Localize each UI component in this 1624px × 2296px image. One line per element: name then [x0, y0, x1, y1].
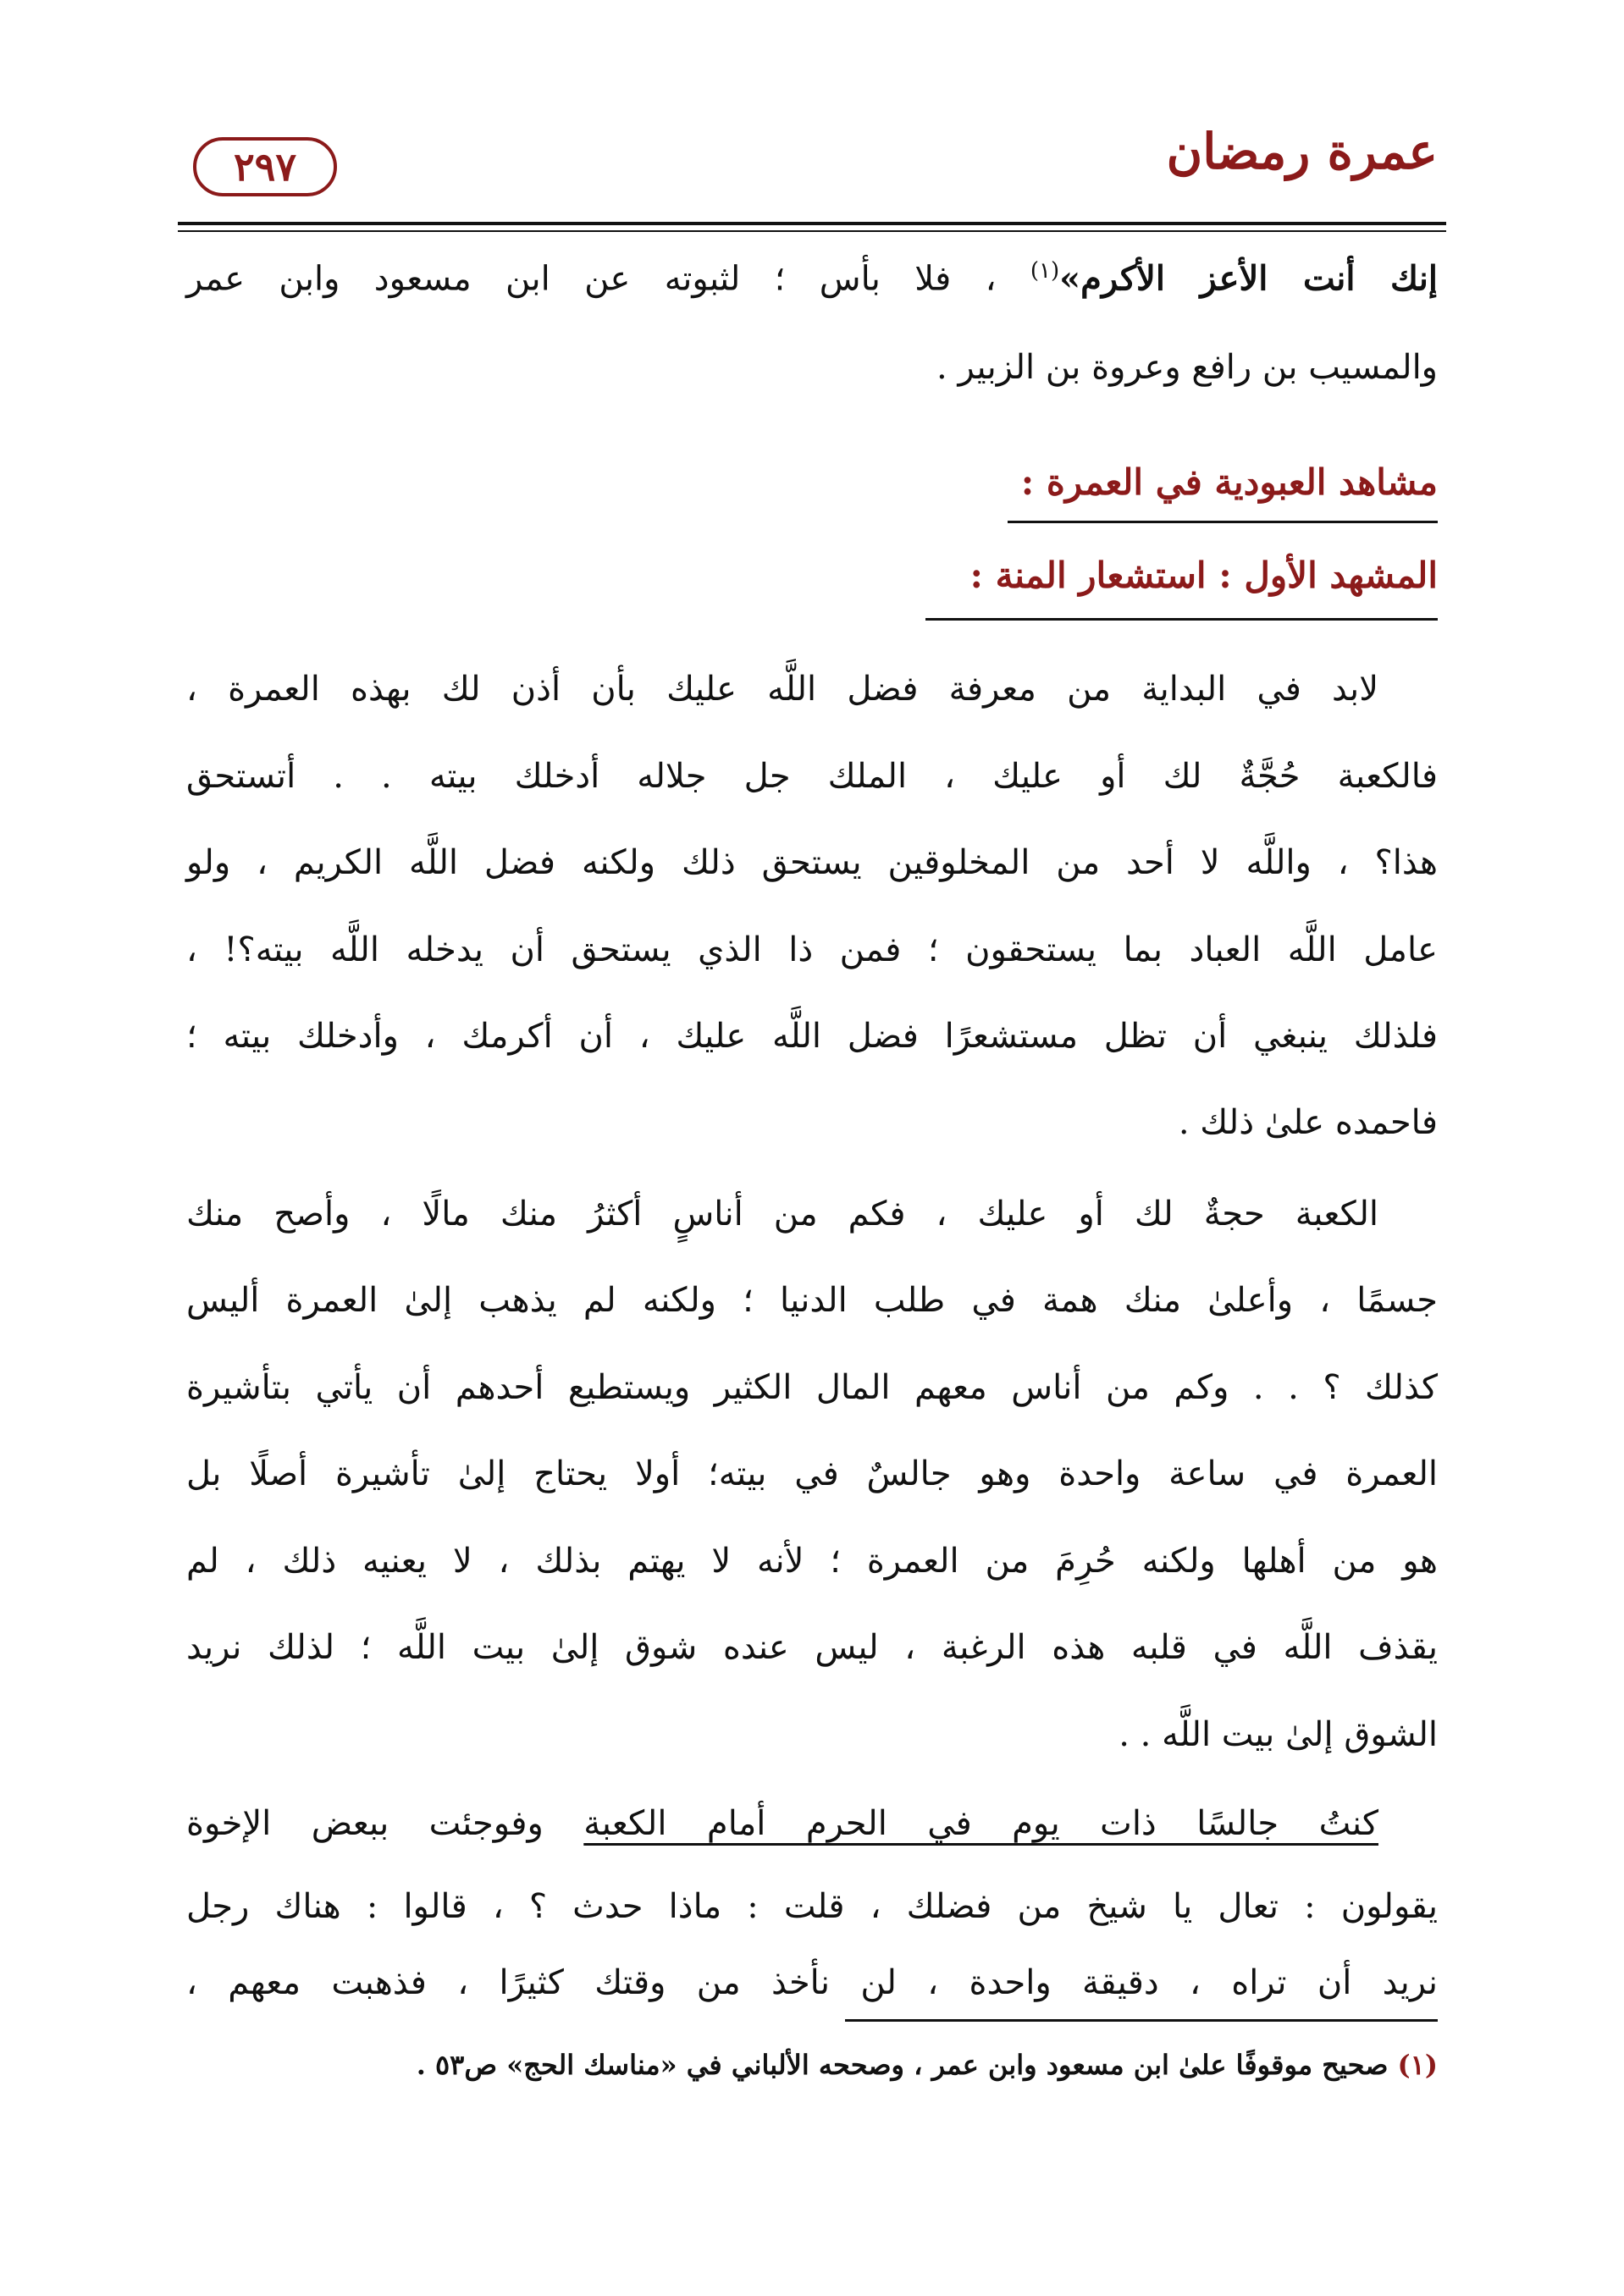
paragraph-1-line-2: والمسيب بن رافع وعروة بن الزبير . [936, 348, 1438, 387]
footnote-separator [845, 2019, 1438, 2022]
footnote-text: صحيح موقوفًا علىٰ ابن مسعود وابن عمر ، وصححه الألباني في «مناسك الحج» ص٥٣ . [416, 2049, 1398, 2081]
paragraph-4-line-3: نريد أن تراه ، دقيقة واحدة ، لن نأخذ من وقتك كثيرًا ، فذهبت معهم ، [186, 1963, 1438, 2002]
paragraph-2-line-2: فالكعبة حُجَّةٌ لك أو عليك ، الملك جل جلاله أدخلك بيته . . أتستحق [186, 757, 1438, 796]
section-heading: مشاهد العبودية في العمرة : [1020, 461, 1438, 503]
header-rule-thin [178, 230, 1446, 232]
paragraph-1-line-1 [186, 258, 1438, 299]
paragraph-3-line-4: العمرة في ساعة واحدة وهو جالسٌ في بيته؛ أولا يحتاج إلىٰ تأشيرة أصلًا بل [186, 1454, 1438, 1493]
paragraph-4-line-2: يقولون : تعال يا شيخ من فضلك ، قلت : ماذا حدث ؟ ، قالوا : هناك رجل [186, 1887, 1439, 1926]
footnote [417, 2049, 1438, 2081]
paragraph-2-line-5: فلذلك ينبغي أن تظل مستشعرًا فضل اللَّه عليك ، أن أكرمك ، وأدخلك بيته ؛ [186, 1017, 1438, 1056]
paragraph-4-text: وفوجئت ببعض الإخوة [186, 1804, 584, 1843]
paragraph-4-line-1 [186, 1803, 1438, 1844]
underlined-phrase: كنتُ جالسًا ذات يوم في الحرم أمام الكعبة [583, 1804, 1378, 1843]
section-heading-underline [1008, 521, 1438, 523]
paragraph-3-line-6: يقذف اللَّه في قلبه هذه الرغبة ، ليس عنده شوق إلىٰ بيت اللَّه ؛ لذلك نريد [186, 1628, 1438, 1667]
page-number: ٢٩٧ [233, 144, 297, 190]
paragraph-2-line-3: هذا؟ ، واللَّه لا أحد من المخلوقين يستحق ذلك ولكنه فضل اللَّه الكريم ، ولو [186, 843, 1438, 882]
footnote-marker: (١) [1397, 2049, 1438, 2081]
paragraph-3-line-2: جسمًا ، وأعلىٰ منك همة في طلب الدنيا ؛ ولكنه لم يذهب إلىٰ العمرة أليس [186, 1281, 1438, 1320]
subsection-heading-underline [925, 618, 1438, 621]
running-title: عمرة رمضان [1166, 123, 1438, 180]
paragraph-1-text: ، فلا بأس ؛ لثبوته عن ابن مسعود وابن عمر [186, 259, 997, 299]
page-number-badge [193, 137, 337, 196]
subsection-heading: المشهد الأول : استشعار المنة : [969, 555, 1438, 596]
paragraph-2-line-6: فاحمده علىٰ ذلك . [1178, 1103, 1438, 1142]
paragraph-3-line-5: هو من أهلها ولكنه حُرِمَ من العمرة ؛ لأنه لا يهتم بذلك ، لا يعنيه ذلك ، لم [186, 1542, 1438, 1581]
footnote-reference: (١) [1030, 258, 1060, 284]
paragraph-3-line-3: كذلك ؟ . . وكم من أناس معهم المال الكثير ويستطيع أحدهم أن يأتي بتأشيرة [186, 1368, 1438, 1407]
paragraph-2-line-1: لابد في البداية من معرفة فضل اللَّه عليك بأن أذن لك بهذه العمرة ، [186, 670, 1378, 709]
quoted-supplication: إنك أنت الأعز الأكرم» [1059, 258, 1438, 299]
paragraph-3-line-1: الكعبة حجةٌ لك أو عليك ، فكم من أناسٍ أكثرُ منك مالًا ، وأصح منك [186, 1195, 1378, 1234]
header-rule-thick [178, 222, 1446, 225]
paragraph-2-line-4: عامل اللَّه العباد بما يستحقون ؛ فمن ذا الذي يستحق أن يدخله اللَّه بيته؟! ، [186, 930, 1438, 969]
paragraph-3-line-7: الشوق إلىٰ بيت اللَّه . . [1119, 1715, 1438, 1754]
